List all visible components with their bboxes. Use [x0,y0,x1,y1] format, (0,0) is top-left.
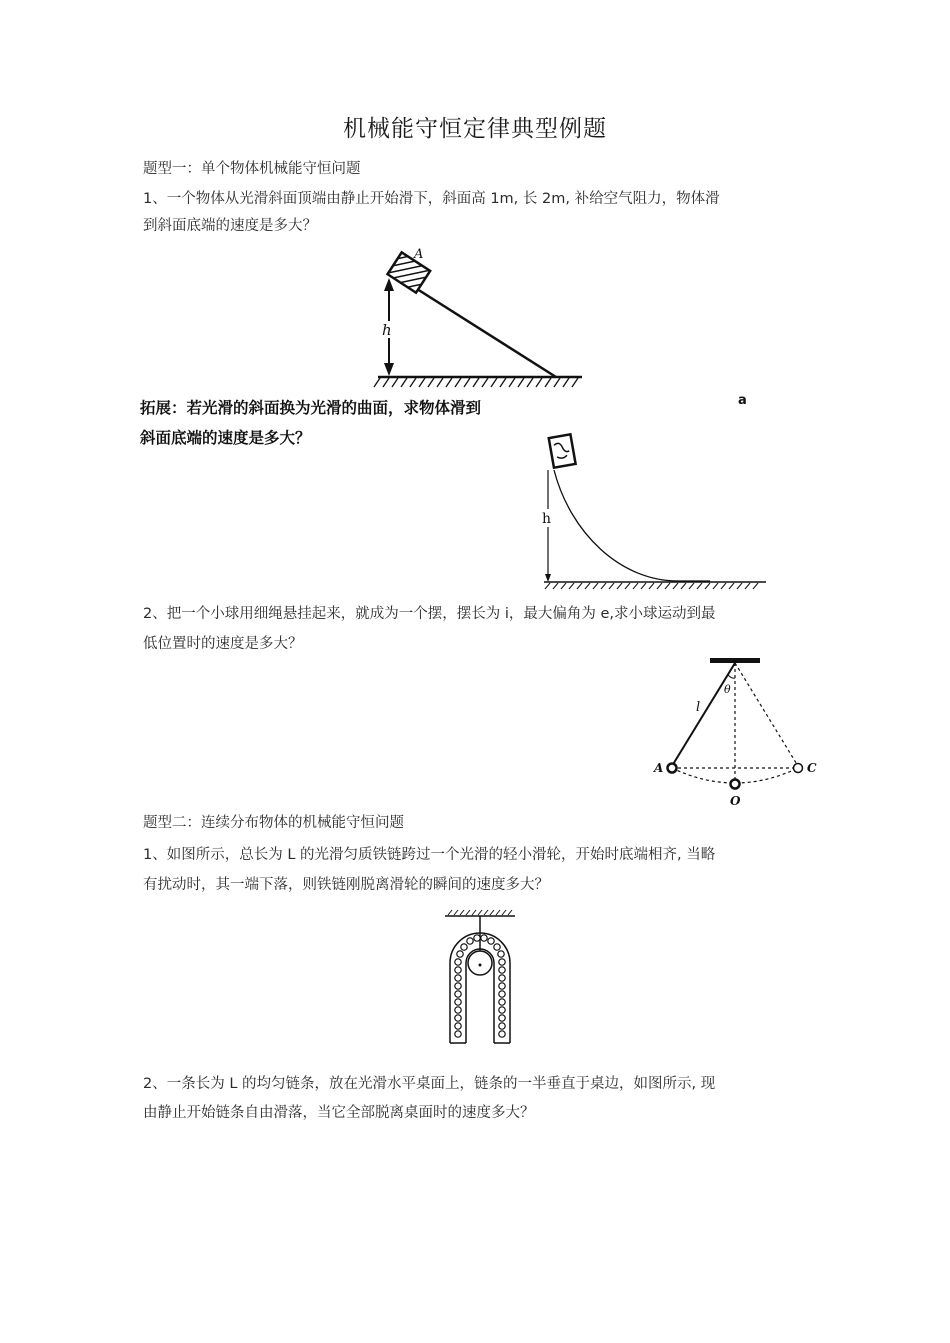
question-1-line-2: 到斜面底端的速度是多大？ [143,218,317,234]
label-a: A [414,247,424,262]
question-1-line-1: 1、一个物体从光滑斜面顶端由静止开始滑下，斜面高 1m, 长 2m, 补给空气阻力，物体滑 [143,191,720,207]
page-title: 机械能守恒定律典型例题 [343,116,607,142]
question-2-line-1: 2、把一个小球用细绳悬挂起来，就成为一个摆，摆长为 i，最大偏角为 e,求小球运动到最 [143,606,716,622]
block-on-curve [549,434,576,467]
curved-surface [554,470,710,581]
string-right [735,663,798,766]
incline-figure [370,245,590,393]
label-c: C [807,761,817,775]
label-theta: θ [724,683,731,696]
curve-figure [530,392,770,592]
ball-a [668,764,677,773]
string-solid [672,663,735,766]
label-h: h [542,511,552,527]
label-a: A [654,761,664,775]
incline-surface [406,282,556,377]
label-o: O [730,794,741,808]
block-a [388,252,431,292]
section2-question-2-line-2: 由静止开始链条自由滑落，当它全部脱离桌面时的速度多大？ [143,1105,535,1121]
ball-o [731,780,740,789]
label-h: h [382,321,392,339]
ceiling-bar [710,658,760,663]
section2-question-2-line-1: 2、一条长为 L 的均匀链条，放在光滑水平桌面上，链条的一半垂直于桌边，如图所示, 现 [143,1076,716,1092]
extension-line-2: 斜面底端的速度是多大？ [140,429,311,447]
ground-hatching [545,583,758,589]
section2-question-1-line-2: 有扰动时，其一端下落，则铁链刚脱离滑轮的瞬间的速度多大？ [143,877,549,893]
ball-c [794,764,803,773]
pulley-chain-figure [440,908,520,1048]
pulley-wheel [468,951,492,975]
label-l: l [696,700,701,715]
pendulum-figure [650,653,830,808]
extension-line-1: 拓展：若光滑的斜面换为光滑的曲面，求物体滑到 [140,399,482,417]
corner-glyph: a [738,393,747,408]
section-heading-2: 题型二：连续分布物体的机械能守恒问题 [143,815,404,831]
section2-question-1-line-1: 1、如图所示，总长为 L 的光滑匀质铁链跨过一个光滑的轻小滑轮，开始时底端相齐, 当略 [143,847,716,863]
section-heading-1: 题型一：单个物体机械能守恒问题 [143,161,361,177]
question-2-line-2: 低位置时的速度是多大？ [143,636,303,652]
ground-hatching [374,378,578,387]
